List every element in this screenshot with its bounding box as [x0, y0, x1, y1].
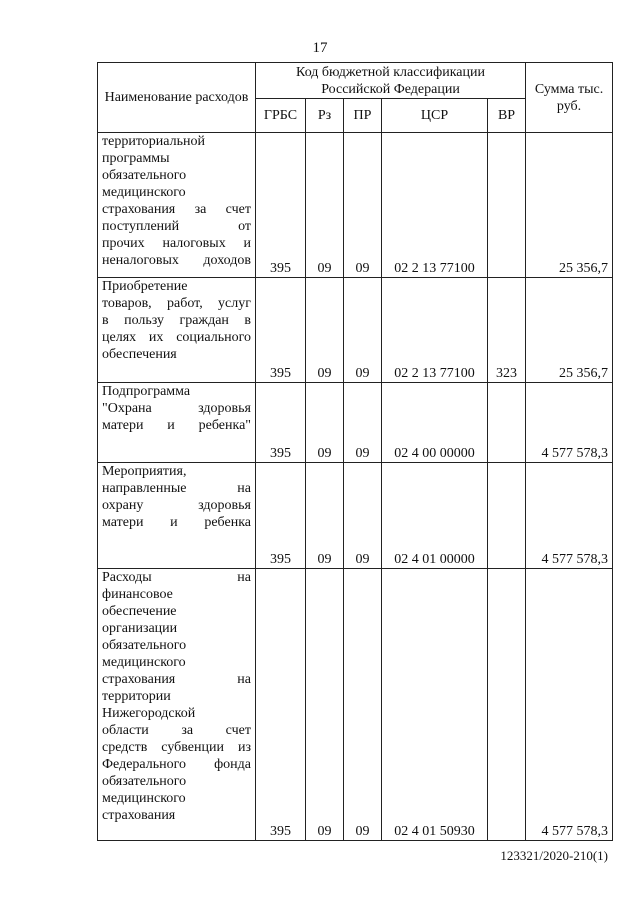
table-row	[98, 463, 613, 569]
cell-sum: 25 356,7	[526, 278, 613, 383]
cell-rz: 09	[306, 383, 344, 463]
header-grbs: ГРБС	[256, 99, 306, 133]
cell-pr: 09	[344, 133, 382, 278]
page-number: 17	[312, 40, 328, 56]
header-name: Наименование расходов	[98, 63, 256, 133]
expense-name-line: Мероприятия,	[102, 464, 187, 479]
expense-name-line: направленные на	[102, 481, 251, 496]
expense-name-line: средств субвенции из	[102, 740, 251, 755]
expense-name-line: неналоговых доходов	[102, 253, 251, 268]
cell-csr: 02 4 01 50930	[382, 569, 488, 841]
cell-vr	[488, 383, 526, 463]
expense-name-line: медицинского	[102, 655, 186, 670]
expense-name-line: целях их социального	[102, 330, 251, 345]
expense-name-line: страхования	[102, 808, 176, 823]
expense-name-line: медицинского	[102, 185, 186, 200]
expense-name-line: программы	[102, 151, 170, 166]
expense-name-line: в пользу граждан в	[102, 313, 251, 328]
expense-name-line: организации	[102, 621, 178, 636]
expense-name-line: страхования за счет	[102, 202, 251, 217]
cell-csr: 02 4 01 00000	[382, 463, 488, 569]
cell-sum: 25 356,7	[526, 133, 613, 278]
budget-table	[97, 62, 613, 841]
expense-name-line: матери и ребенка	[102, 515, 251, 530]
cell-grbs: 395	[256, 463, 306, 569]
cell-rz: 09	[306, 569, 344, 841]
expense-name-line: страхования на	[102, 672, 251, 687]
cell-vr: 323	[488, 278, 526, 383]
expense-name-line: области за счет	[102, 723, 251, 738]
expense-name-line: поступлений от	[102, 219, 251, 234]
cell-csr: 02 2 13 77100	[382, 278, 488, 383]
header-sum: Сумма тыс. руб.	[526, 63, 613, 133]
table-row	[98, 133, 613, 278]
expense-name-line: медицинского	[102, 791, 186, 806]
cell-rz: 09	[306, 463, 344, 569]
table-row	[98, 278, 613, 383]
expense-name-line: обеспечение	[102, 604, 177, 619]
cell-sum: 4 577 578,3	[526, 383, 613, 463]
expense-name	[98, 383, 256, 463]
cell-pr: 09	[344, 278, 382, 383]
expense-name-line: Подпрограмма	[102, 384, 191, 399]
expense-name-line: территориальной	[102, 134, 205, 149]
cell-csr: 02 2 13 77100	[382, 133, 488, 278]
header-vr: ВР	[488, 99, 526, 133]
cell-csr: 02 4 00 00000	[382, 383, 488, 463]
cell-sum: 4 577 578,3	[526, 463, 613, 569]
cell-sum: 4 577 578,3	[526, 569, 613, 841]
expense-name-line: охрану здоровья	[102, 498, 251, 513]
expense-name	[98, 569, 256, 841]
expense-name-line: финансовое	[102, 587, 173, 602]
expense-name-line: обязательного	[102, 774, 187, 789]
cell-rz: 09	[306, 278, 344, 383]
cell-grbs: 395	[256, 278, 306, 383]
document-code: 123321/2020-210(1)	[500, 848, 608, 863]
expense-name-line: Нижегородской	[102, 706, 196, 721]
expense-name	[98, 133, 256, 278]
expense-name	[98, 463, 256, 569]
cell-vr	[488, 463, 526, 569]
cell-rz: 09	[306, 133, 344, 278]
cell-grbs: 395	[256, 133, 306, 278]
cell-pr: 09	[344, 569, 382, 841]
header-code-group: Код бюджетной классификации Российской Федерации	[256, 63, 526, 99]
expense-name-line: товаров, работ, услуг	[102, 296, 251, 311]
cell-grbs: 395	[256, 569, 306, 841]
expense-name-line: Приобретение	[102, 279, 188, 294]
header-csr: ЦСР	[382, 99, 488, 133]
cell-vr	[488, 133, 526, 278]
cell-vr	[488, 569, 526, 841]
cell-pr: 09	[344, 463, 382, 569]
header-rz: Рз	[306, 99, 344, 133]
table-body	[98, 133, 613, 841]
expense-name-line: Федерального фонда	[102, 757, 251, 772]
expense-name-line: "Охрана здоровья	[102, 401, 251, 416]
expense-name-line: обязательного	[102, 168, 187, 183]
expense-name-line: матери и ребенка"	[102, 418, 251, 433]
table-row	[98, 569, 613, 841]
expense-name-line: прочих налоговых и	[102, 236, 251, 251]
header-pr: ПР	[344, 99, 382, 133]
expense-name-line: обеспечения	[102, 347, 177, 362]
expense-name-line: Расходы на	[102, 570, 251, 585]
expense-name	[98, 278, 256, 383]
expense-name-line: территории	[102, 689, 171, 704]
expense-name-line: обязательного	[102, 638, 187, 653]
cell-grbs: 395	[256, 383, 306, 463]
cell-pr: 09	[344, 383, 382, 463]
table-row	[98, 383, 613, 463]
